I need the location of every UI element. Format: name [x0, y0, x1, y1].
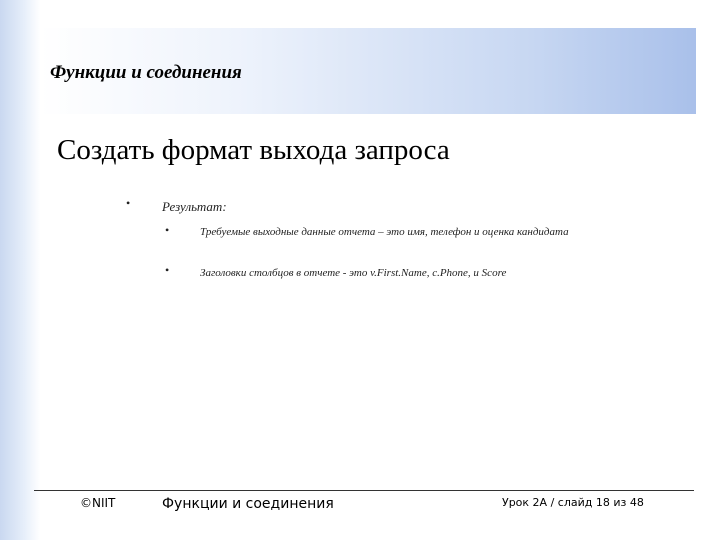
bullet-result: Результат: [162, 199, 227, 214]
left-decorative-stripe [0, 0, 40, 540]
bullet-column-headers: Заголовки столбцов в отчете - это v.First.Name, c.Phone, и Score [200, 267, 507, 279]
bullet-marker: • [126, 196, 131, 210]
footer-divider [34, 490, 694, 491]
footer-topic: Функции и соединения [162, 496, 334, 512]
bullet-marker: • [165, 223, 170, 237]
header-title: Функции и соединения [50, 62, 242, 83]
bullet-marker: • [165, 263, 170, 277]
footer-copyright: ©NIIT [80, 496, 116, 510]
bullet-required-output: Требуемые выходные данные отчета – это имя, телефон и оценка кандидата [200, 226, 569, 238]
slide-title: Создать формат выхода запроса [57, 134, 450, 166]
footer-slide-info: Урок 2А / слайд 18 из 48 [502, 496, 644, 509]
